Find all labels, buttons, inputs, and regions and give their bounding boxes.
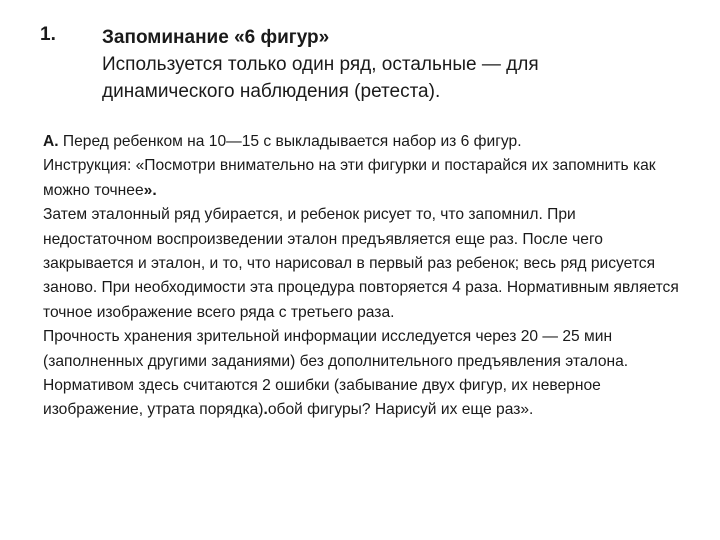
heading-description-line-1: Используется только один ряд, остальные — для (102, 54, 539, 75)
paragraph-procedure-a-text: Перед ребенком на 10—15 с выкладывается набор из 6 фигур. (58, 133, 522, 150)
item-number: 1. (40, 24, 56, 45)
paragraph-retention (43, 325, 683, 423)
paragraph-procedure-a (43, 130, 683, 154)
heading-title: Запоминание «6 фигур» (102, 27, 330, 48)
retention-bold-dot: . (263, 401, 268, 419)
slide-body (43, 130, 683, 423)
heading-body (102, 24, 662, 105)
paragraph-instruction (43, 154, 683, 203)
paragraph-retention-tail: обой фигуры? Нарисуй их еще раз». (267, 401, 534, 419)
heading-description-line-2: динамического наблюдения (ретеста). (102, 81, 441, 102)
paragraph-lead-letter: А. (43, 133, 59, 150)
paragraph-instruction-text: Инструкция: «Посмотри внимательно на эти фигурки и постарайся их запомнить как можно точнее (43, 157, 656, 199)
paragraph-retention-text: Прочность хранения зрительной информации исследуется через 20 — 25 мин (заполненных другими заданиями) без дополнительного предъявления эталона. Нормативом здесь считаются 2 ошибки (забывание двух фигур, их неверное изображение, утрата порядка) (43, 328, 629, 419)
paragraph-repetition: Затем эталонный ряд убирается, и ребенок рисует то, что запомнил. При недостаточном воспроизведении эталон предъявляется еще раз. После чего закрывается и эталон, и то, что нарисовал в первый раз ребенок; весь ряд рисуется заново. При необходимости эта процедура повторяется 4 раза. Нормативным является точное изображение всего ряда с третьего раза. (43, 206, 679, 321)
instruction-close-quote: ». (143, 181, 157, 199)
